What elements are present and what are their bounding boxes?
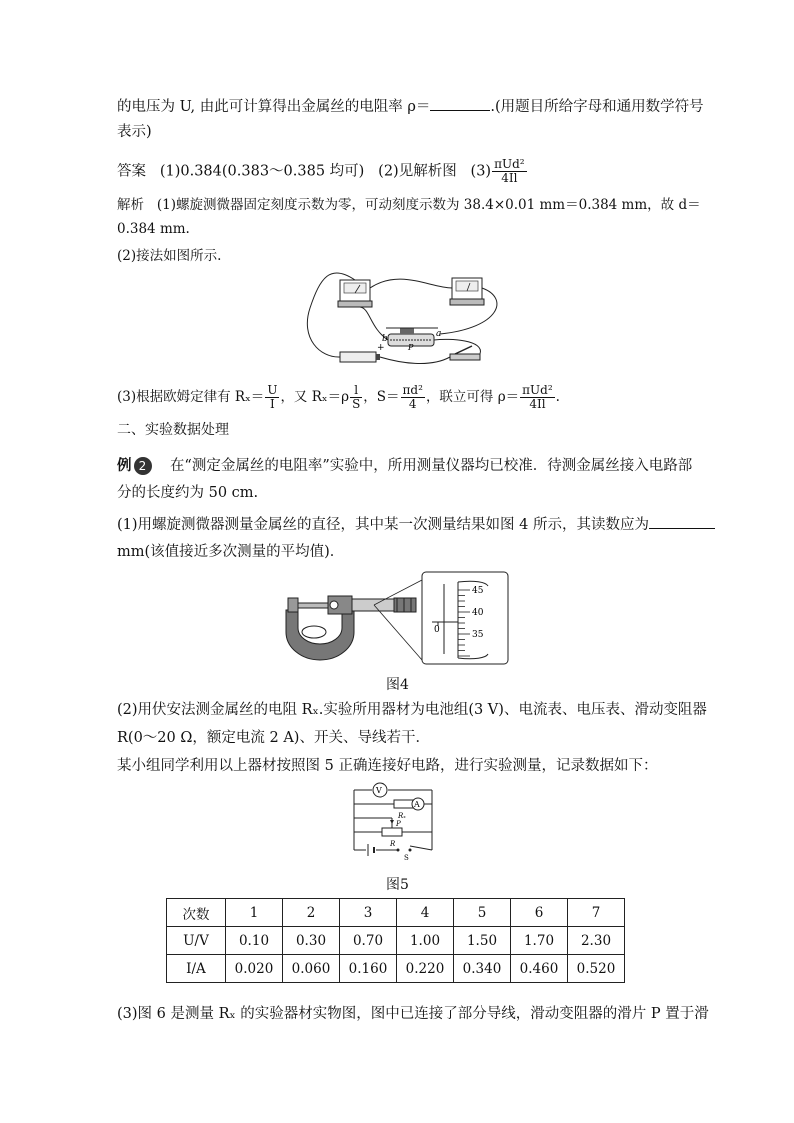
text-line <box>117 514 715 535</box>
micrometer-icon <box>286 596 416 660</box>
table-row-label: U/V <box>167 927 226 955</box>
slider-label: P <box>396 820 401 828</box>
analysis-line <box>117 195 701 215</box>
data-table <box>166 898 625 983</box>
table-cell: 0.70 <box>340 927 397 955</box>
table-header-cell: 7 <box>568 899 625 927</box>
answer-blank <box>430 96 490 111</box>
text-line: 分的长度约为 50 cm. <box>117 485 259 501</box>
text-run: ，又 Rₓ＝ρ <box>280 389 350 405</box>
label-p: P <box>408 343 414 352</box>
fraction: $\frac{\text{πUd²}}{4Il}$ <box>522 383 553 411</box>
example-label: 例 <box>117 458 132 474</box>
fraction: $\frac{l}{S}$ <box>352 383 361 411</box>
text-run: .(用题目所给字母和通用数学符号 <box>490 99 704 115</box>
figure-caption: 图4 <box>386 677 409 693</box>
answer-label: 答案 <box>117 163 146 180</box>
thimble-label: 40 <box>472 608 484 618</box>
switch-label: S <box>404 854 409 860</box>
text-line: mm(该值接近多次测量的平均值)． <box>117 544 345 560</box>
table-cell: 0.30 <box>283 927 340 955</box>
scale-zero: 0 <box>434 625 440 635</box>
text-run: (2)见解析图 <box>378 163 457 180</box>
table-cell: 0.220 <box>397 955 454 983</box>
switch-symbol <box>397 849 400 852</box>
wiring-diagram <box>300 268 510 378</box>
rx-label: Rₓ <box>398 812 406 820</box>
table-row <box>167 955 625 983</box>
example-number-badge: 2 <box>134 457 152 475</box>
table-row-label: I/A <box>167 955 226 983</box>
text-run: (3) <box>470 163 492 180</box>
text-line: 表示) <box>117 124 152 140</box>
text-run: (1)螺旋测微器固定刻度示数为零，可动刻度示数为 38.4×0.01 mm＝0.384 mm，故 d＝ <box>156 197 701 213</box>
rheostat-symbol <box>382 828 402 836</box>
figure-caption: 图5 <box>386 877 409 893</box>
zoom-leader <box>374 605 422 660</box>
text-run: ，联立可得 ρ＝ <box>425 389 520 405</box>
text-run: (1)用螺旋测微器测量金属丝的直径，其中某一次测量结果如图 4 所示，其读数应为 <box>117 517 649 533</box>
text-run: . <box>555 389 560 405</box>
text-run: (3)根据欧姆定律有 Rₓ＝ <box>117 389 265 405</box>
label-plus: + <box>377 343 385 353</box>
table-cell: 2.30 <box>568 927 625 955</box>
ammeter-icon <box>450 278 484 305</box>
text-run: 在“测定金属丝的电阻率”实验中，所用测量仪器均已校准．待测金属丝接入电路部 <box>169 458 693 474</box>
text-line: 某小组同学利用以上器材按照图 5 正确连接好电路，进行实验测量，记录数据如下： <box>117 758 658 774</box>
table-cell: 0.060 <box>283 955 340 983</box>
circuit-diagram <box>348 780 438 860</box>
example-line <box>117 456 692 476</box>
rx-resistor <box>394 800 414 808</box>
rheostat-label: R <box>390 840 396 848</box>
micrometer-figure <box>274 570 510 666</box>
formula-line <box>117 384 560 411</box>
table-header-cell: 5 <box>454 899 511 927</box>
section-heading: 二、实验数据处理 <box>117 422 229 438</box>
table-cell: 0.340 <box>454 955 511 983</box>
table-cell: 0.020 <box>226 955 283 983</box>
text-run: ，S＝ <box>363 389 400 405</box>
fraction: $\frac{\text{πUd²}}{4Il}$ <box>494 157 525 185</box>
table-header-cell: 2 <box>283 899 340 927</box>
table-header-cell: 6 <box>511 899 568 927</box>
fraction: $\frac{U}{I}$ <box>267 383 278 411</box>
table-cell: 1.50 <box>454 927 511 955</box>
table-row-label: 次数 <box>167 899 226 927</box>
voltmeter-icon <box>338 280 372 307</box>
voltmeter-label: V <box>376 786 382 795</box>
table-row <box>167 927 625 955</box>
text-line: (2)用伏安法测金属丝的电阻 Rₓ.实验所用器材为电池组(3 V)、电流表、电压表、滑动变阻器 <box>117 702 707 718</box>
text-run: (1)0.384(0.383～0.385 均可) <box>159 163 365 180</box>
answer-line <box>117 158 528 185</box>
battery-icon <box>340 352 380 362</box>
table-cell: 1.70 <box>511 927 568 955</box>
analysis-label: 解析 <box>117 197 144 213</box>
thimble-label: 45 <box>472 586 484 596</box>
table-cell: 0.520 <box>568 955 625 983</box>
table-cell: 1.00 <box>397 927 454 955</box>
table-cell: 0.160 <box>340 955 397 983</box>
label-b: b <box>382 334 388 344</box>
thimble-label: 35 <box>472 630 484 640</box>
table-header-row <box>167 899 625 927</box>
ammeter-label: A <box>414 800 420 809</box>
fraction: $\frac{\text{πd²}}{4}$ <box>402 383 423 411</box>
table-header-cell: 4 <box>397 899 454 927</box>
table-cell: 0.460 <box>511 955 568 983</box>
text-line: R(0～20 Ω，额定电流 2 A)、开关、导线若干． <box>117 730 430 746</box>
text-line: (3)图 6 是测量 Rₓ 的实验器材实物图，图中已连接了部分导线，滑动变阻器的滑片 P 置于滑 <box>117 1006 709 1022</box>
text-line: (2)接法如图所示. <box>117 248 222 264</box>
label-a: a <box>436 329 442 339</box>
table-cell: 0.10 <box>226 927 283 955</box>
answer-blank <box>649 514 715 529</box>
text-run: 的电压为 U, 由此可计算得出金属丝的电阻率 ρ＝ <box>117 99 431 115</box>
table-header-cell: 3 <box>340 899 397 927</box>
table-header-cell: 1 <box>226 899 283 927</box>
switch-icon <box>450 346 480 360</box>
text-line: 0.384 mm. <box>117 221 190 237</box>
text-line <box>117 96 704 117</box>
